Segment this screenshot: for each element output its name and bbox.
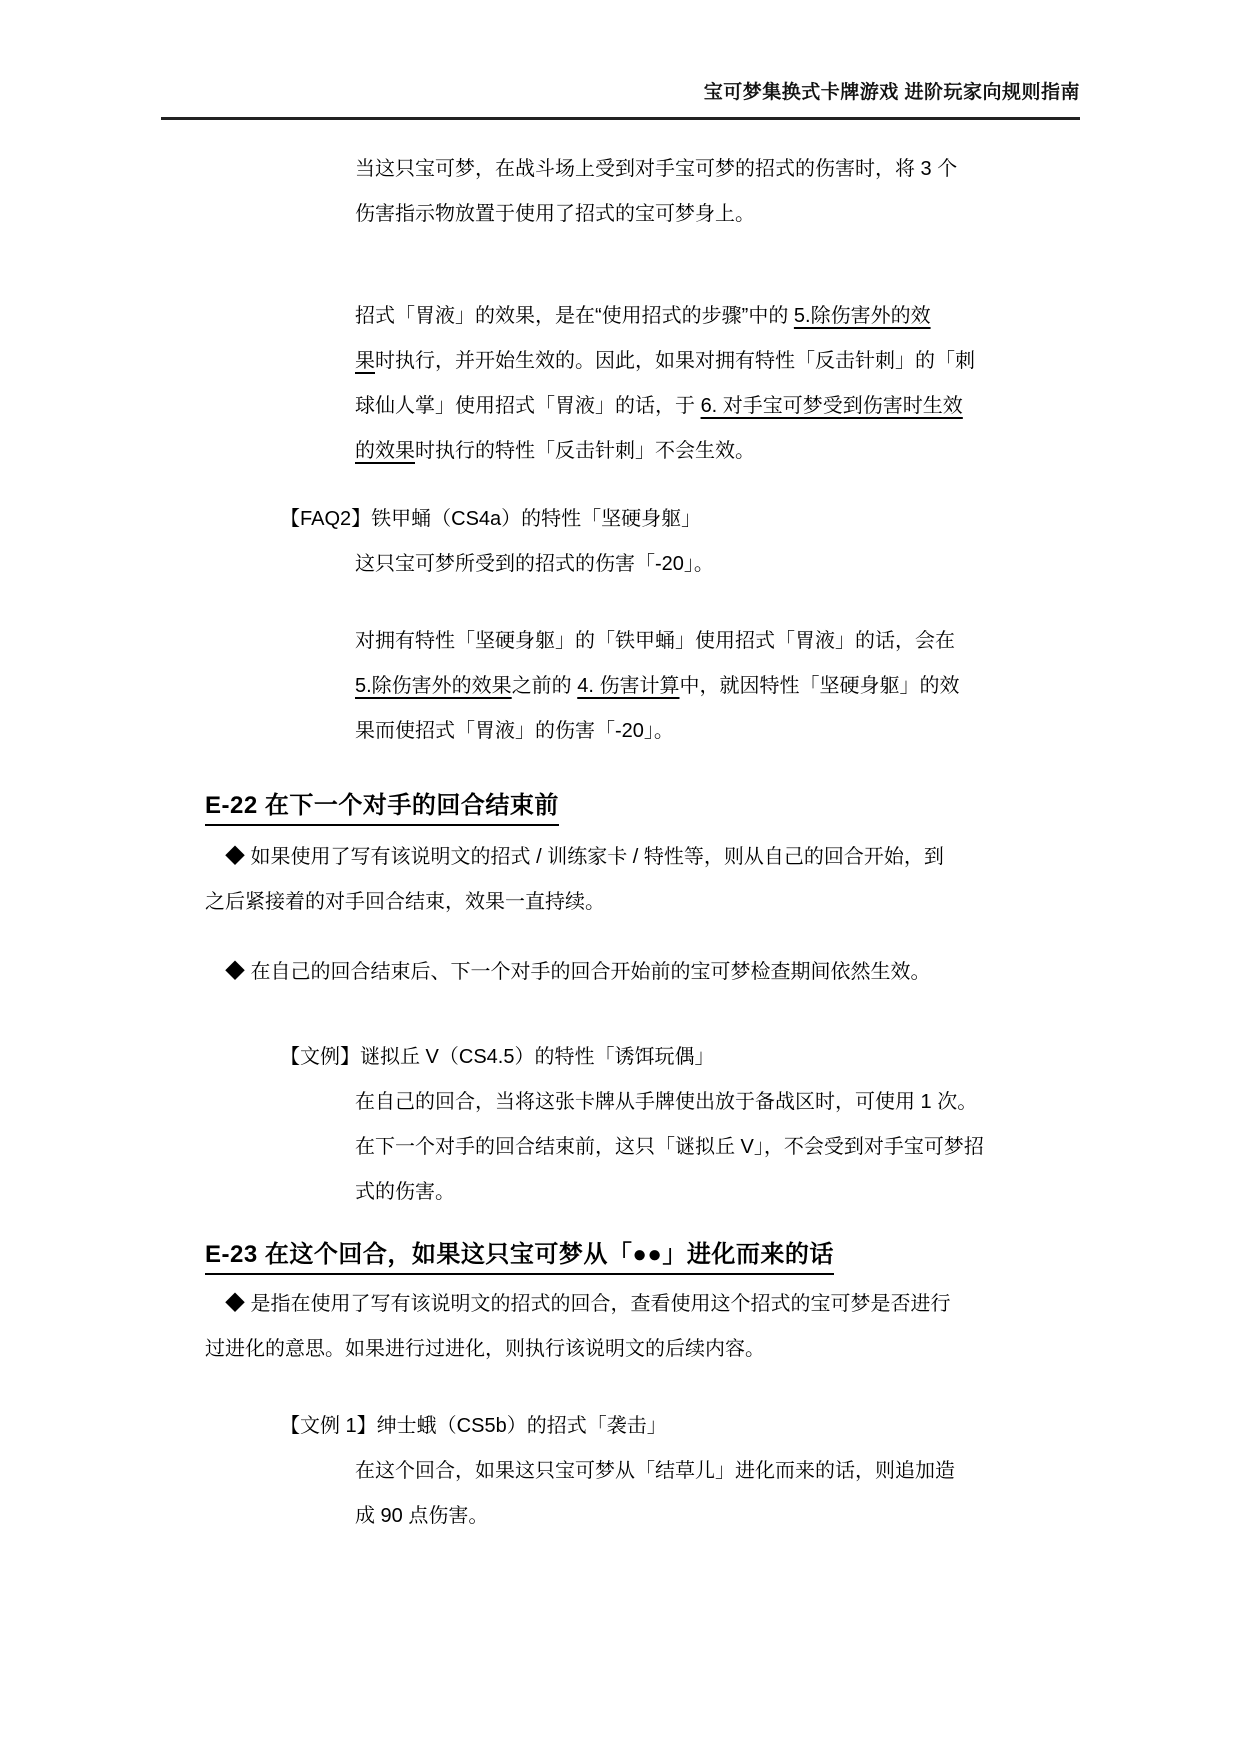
text-line <box>205 1327 1037 1372</box>
text-segment: 果而使招式「胃液」的伤害「-20」。 <box>355 720 674 742</box>
heading-text: E-23 在这个回合，如果这只宝可梦从「●●」进化而来的话 <box>205 1241 834 1275</box>
text-segment: 对拥有特性「坚硬身躯」的「铁甲蛹」使用招式「胃液」的话，会在 <box>355 630 955 652</box>
text-line <box>355 339 1037 384</box>
text-line <box>355 542 1037 587</box>
text-line <box>225 835 1037 880</box>
para-damage-counter-placement <box>205 147 1037 237</box>
document-content <box>205 147 1037 1539</box>
para-gastro-acid-effect-timing <box>205 294 1037 474</box>
text-segment: 在这个回合，如果这只宝可梦从「结草儿」进化而来的话，则追加造 <box>355 1460 955 1482</box>
text-segment: 在下一个对手的回合结束前，这只「谜拟丘 V」，不会受到对手宝可梦招 <box>355 1136 984 1158</box>
text-line <box>355 384 1037 429</box>
section-heading-e22 <box>205 789 1037 823</box>
underlined-text: 5.除伤害外的效 <box>793 305 931 327</box>
text-line <box>355 192 1037 237</box>
text-line <box>355 1449 1037 1494</box>
example-mothim <box>205 1404 1037 1539</box>
text-segment: 式的伤害。 <box>355 1181 455 1203</box>
text-line <box>355 294 1037 339</box>
underlined-text: 果 <box>355 350 375 372</box>
para-sturdy-body-calculation <box>205 619 1037 754</box>
heading-text: E-22 在下一个对手的回合结束前 <box>205 792 559 826</box>
faq2-entry <box>205 497 1037 587</box>
text-line <box>355 1170 1037 1215</box>
text-line <box>355 619 1037 664</box>
bullet-e22-duration <box>205 835 1037 925</box>
text-line <box>205 880 1037 925</box>
text-segment: ◆ 是指在使用了写有该说明文的招式的回合，查看使用这个招式的宝可梦是否进行 <box>225 1293 951 1315</box>
page-header <box>161 0 1080 120</box>
bullet-e22-checkup <box>205 950 1037 995</box>
entry-label: 【文例 1】绅士蛾（CS5b）的招式「袭击」 <box>280 1415 667 1437</box>
text-line <box>355 709 1037 754</box>
entry-label: 【FAQ2】铁甲蛹（CS4a）的特性「坚硬身躯」 <box>280 508 702 530</box>
underlined-text: 4. 伤害计算 <box>577 675 680 697</box>
text-line <box>355 664 1037 709</box>
text-segment: 中，就因特性「坚硬身躯」的效 <box>679 675 960 697</box>
text-line <box>355 1125 1037 1170</box>
text-segment: 这只宝可梦所受到的招式的伤害「-20」。 <box>355 553 714 575</box>
entry-label: 【文例】谜拟丘 V（CS4.5）的特性「诱饵玩偶」 <box>280 1046 715 1068</box>
bullet-e23-meaning <box>205 1282 1037 1372</box>
text-segment: 时执行的特性「反击针刺」不会生效。 <box>415 440 755 462</box>
header-rule <box>161 117 1080 120</box>
text-segment: 在自己的回合，当将这张卡牌从手牌使出放于备战区时，可使用 1 次。 <box>355 1091 978 1113</box>
document-title: 宝可梦集换式卡牌游戏 进阶玩家向规则指南 <box>703 82 1080 103</box>
text-line <box>355 1080 1037 1125</box>
text-segment: 伤害指示物放置于使用了招式的宝可梦身上。 <box>355 203 755 225</box>
text-line <box>355 429 1037 474</box>
underlined-text: 6. 对手宝可梦受到伤害时生效 <box>700 395 963 417</box>
text-segment: ◆ 如果使用了写有该说明文的招式 / 训练家卡 / 特性等，则从自己的回合开始，到 <box>225 846 944 868</box>
text-segment: 成 90 点伤害。 <box>355 1505 489 1527</box>
text-line <box>225 950 1037 995</box>
text-segment: 当这只宝可梦，在战斗场上受到对手宝可梦的招式的伤害时，将 3 个 <box>355 158 958 180</box>
text-segment: 过进化的意思。如果进行过进化，则执行该说明文的后续内容。 <box>205 1338 765 1360</box>
text-line <box>225 1282 1037 1327</box>
underlined-text: 的效果 <box>355 440 415 462</box>
section-heading-e23 <box>205 1238 1037 1272</box>
text-segment: ◆ 在自己的回合结束后、下一个对手的回合开始前的宝可梦检查期间依然生效。 <box>225 961 931 983</box>
text-line <box>355 1494 1037 1539</box>
text-line <box>355 147 1037 192</box>
text-segment: 球仙人掌」使用招式「胃液」的话，于 <box>355 395 701 417</box>
underlined-text: 5.除伤害外的效果 <box>355 675 512 697</box>
text-segment: 之前的 <box>511 675 578 697</box>
text-segment: 招式「胃液」的效果，是在“使用招式的步骤”中的 <box>355 305 794 327</box>
text-segment: 之后紧接着的对手回合结束，效果一直持续。 <box>205 891 605 913</box>
text-segment: 时执行，并开始生效的。因此，如果对拥有特性「反击针刺」的「刺 <box>375 350 975 372</box>
example-mimikyu-v <box>205 1035 1037 1215</box>
